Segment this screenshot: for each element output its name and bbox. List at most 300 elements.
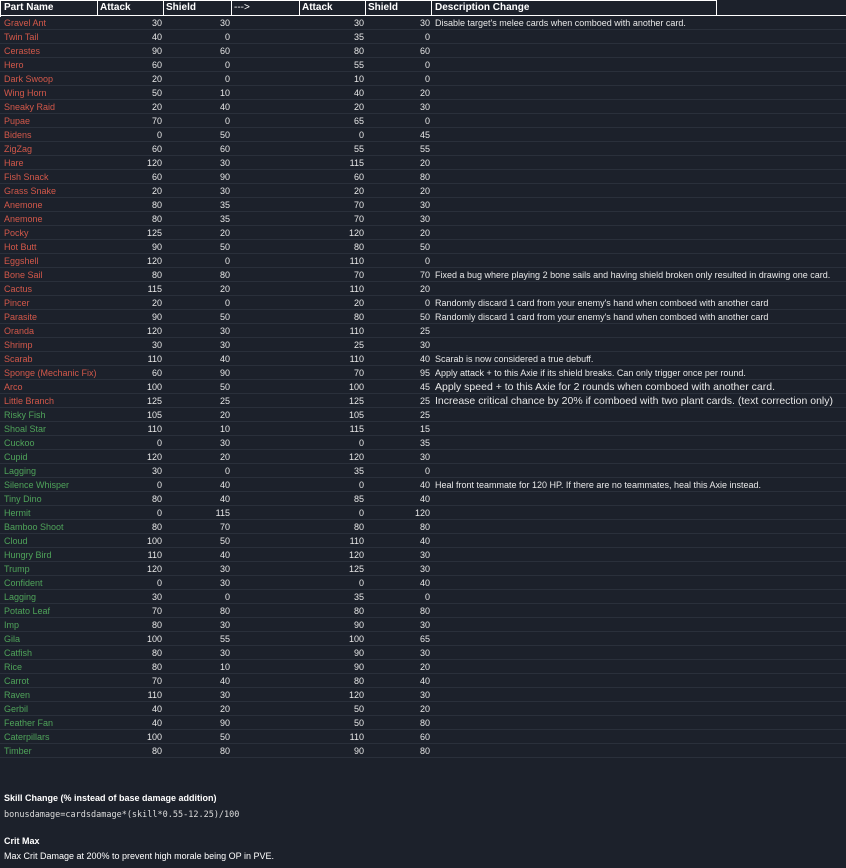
attack-old-cell[interactable]: 120 <box>146 256 162 266</box>
table-row <box>0 44 846 58</box>
attack-old-cell[interactable]: 60 <box>151 172 162 182</box>
attack-new-cell[interactable]: 115 <box>349 424 364 434</box>
shield-new-cell[interactable]: 80 <box>419 718 430 728</box>
part-name-cell[interactable]: Gila <box>4 634 21 644</box>
table-row <box>0 170 846 184</box>
part-name-cell[interactable]: Shrimp <box>4 340 33 350</box>
attack-old-cell[interactable]: 80 <box>151 200 162 210</box>
part-name-cell[interactable]: Dark Swoop <box>4 74 54 84</box>
shield-new-cell[interactable]: 30 <box>419 102 430 112</box>
shield-new-cell[interactable]: 120 <box>414 508 430 518</box>
shield-old-cell[interactable]: 0 <box>224 592 230 602</box>
shield-new-cell[interactable]: 30 <box>419 340 430 350</box>
shield-new-cell[interactable]: 25 <box>419 326 430 336</box>
description-cell[interactable]: Randomly discard 1 card from your enemy's hand when comboed with another card <box>435 312 769 322</box>
shield-old-cell[interactable]: 25 <box>219 396 230 406</box>
attack-new-cell[interactable]: 110 <box>349 256 364 266</box>
shield-new-cell[interactable]: 20 <box>419 704 430 714</box>
shield-old-cell[interactable]: 40 <box>219 354 230 364</box>
attack-old-cell[interactable]: 80 <box>151 648 162 658</box>
shield-new-cell[interactable]: 30 <box>419 690 430 700</box>
shield-new-cell[interactable]: 0 <box>424 32 430 42</box>
attack-new-cell[interactable]: 70 <box>353 368 364 378</box>
attack-old-cell[interactable]: 80 <box>151 522 162 532</box>
shield-new-cell[interactable]: 30 <box>419 648 430 658</box>
shield-new-cell[interactable]: 0 <box>424 256 430 266</box>
attack-new-cell[interactable]: 0 <box>358 508 364 518</box>
part-name-cell[interactable]: Hungry Bird <box>4 550 52 560</box>
attack-old-cell[interactable]: 80 <box>151 214 162 224</box>
shield-old-cell[interactable]: 30 <box>219 438 230 448</box>
description-cell[interactable]: Fixed a bug where playing 2 bone sails and having shield broken only resulted in drawing one card. <box>435 270 831 280</box>
crit-max-text[interactable]: Max Crit Damage at 200% to prevent high morale being OP in PVE. <box>4 851 274 861</box>
shield-old-cell[interactable]: 70 <box>219 522 230 532</box>
part-name-cell[interactable]: Lagging <box>4 466 37 476</box>
shield-old-cell[interactable]: 20 <box>219 704 230 714</box>
attack-new-cell[interactable]: 80 <box>353 676 364 686</box>
part-name-cell[interactable]: Trump <box>4 564 30 574</box>
part-name-cell[interactable]: Hot Butt <box>4 242 37 252</box>
attack-new-cell[interactable]: 110 <box>349 284 364 294</box>
attack-old-cell[interactable]: 110 <box>147 690 162 700</box>
attack-old-cell[interactable]: 30 <box>151 340 162 350</box>
attack-old-cell[interactable]: 120 <box>146 564 162 574</box>
shield-new-cell[interactable]: 30 <box>419 18 430 28</box>
part-name-cell[interactable]: Anemone <box>4 200 43 210</box>
part-name-cell[interactable]: Bidens <box>4 130 32 140</box>
attack-new-cell[interactable]: 80 <box>353 242 364 252</box>
shield-old-cell[interactable]: 0 <box>224 60 230 70</box>
shield-old-cell[interactable]: 80 <box>219 606 230 616</box>
shield-old-cell[interactable]: 30 <box>219 690 230 700</box>
attack-new-cell[interactable]: 30 <box>353 18 364 28</box>
part-name-cell[interactable]: Cloud <box>4 536 28 546</box>
shield-old-cell[interactable]: 50 <box>219 130 230 140</box>
attack-old-cell[interactable]: 110 <box>147 354 162 364</box>
part-name-cell[interactable]: Wing Horn <box>4 88 47 98</box>
shield-old-cell[interactable]: 0 <box>224 32 230 42</box>
shield-old-cell[interactable]: 40 <box>219 494 230 504</box>
part-name-cell[interactable]: Pocky <box>4 228 29 238</box>
shield-new-cell[interactable]: 65 <box>419 634 430 644</box>
part-name-cell[interactable]: Cactus <box>4 284 33 294</box>
attack-new-cell[interactable]: 90 <box>353 662 364 672</box>
shield-new-cell[interactable]: 30 <box>419 620 430 630</box>
attack-new-cell[interactable]: 20 <box>353 298 364 308</box>
shield-new-cell[interactable]: 20 <box>419 284 430 294</box>
part-name-cell[interactable]: Caterpillars <box>4 732 50 742</box>
attack-new-cell[interactable]: 20 <box>353 102 364 112</box>
attack-old-cell[interactable]: 60 <box>151 60 162 70</box>
part-name-cell[interactable]: Potato Leaf <box>4 606 51 616</box>
part-name-cell[interactable]: Pupae <box>4 116 31 126</box>
attack-old-cell[interactable]: 30 <box>151 18 162 28</box>
shield-old-cell[interactable]: 90 <box>219 172 230 182</box>
shield-new-cell[interactable]: 25 <box>419 396 430 406</box>
part-name-cell[interactable]: Hare <box>4 158 24 168</box>
shield-old-cell[interactable]: 115 <box>215 508 230 518</box>
shield-old-cell[interactable]: 50 <box>219 536 230 546</box>
attack-new-cell[interactable]: 120 <box>348 690 364 700</box>
shield-old-cell[interactable]: 20 <box>219 410 230 420</box>
part-name-cell[interactable]: Oranda <box>4 326 35 336</box>
shield-old-cell[interactable]: 0 <box>224 256 230 266</box>
table-row <box>0 58 846 72</box>
attack-new-cell[interactable]: 0 <box>358 130 364 140</box>
attack-new-cell[interactable]: 120 <box>348 228 364 238</box>
attack-old-cell[interactable]: 100 <box>146 536 162 546</box>
attack-old-cell[interactable]: 125 <box>146 228 162 238</box>
attack-old-cell[interactable]: 80 <box>151 270 162 280</box>
shield-new-cell[interactable]: 95 <box>419 368 430 378</box>
attack-old-cell[interactable]: 50 <box>151 88 162 98</box>
part-name-cell[interactable]: Little Branch <box>4 396 55 406</box>
part-name-cell[interactable]: Hero <box>4 60 24 70</box>
attack-new-cell[interactable]: 90 <box>353 746 364 756</box>
attack-old-cell[interactable]: 20 <box>151 298 162 308</box>
shield-old-cell[interactable]: 30 <box>219 340 230 350</box>
skill-change-formula[interactable]: bonusdamage=cardsdamage*(skill*0.55-12.25)/100 <box>4 810 240 820</box>
shield-old-cell[interactable]: 80 <box>219 270 230 280</box>
description-cell[interactable]: Apply speed + to this Axie for 2 rounds when comboed with another card. <box>435 381 775 393</box>
header-arrow[interactable]: ---> <box>232 0 300 16</box>
attack-old-cell[interactable]: 110 <box>147 424 162 434</box>
part-name-cell[interactable]: Confident <box>4 578 43 588</box>
shield-new-cell[interactable]: 80 <box>419 606 430 616</box>
attack-new-cell[interactable]: 50 <box>353 718 364 728</box>
attack-old-cell[interactable]: 60 <box>151 368 162 378</box>
shield-old-cell[interactable]: 20 <box>219 284 230 294</box>
attack-new-cell[interactable]: 100 <box>348 634 364 644</box>
shield-old-cell[interactable]: 30 <box>219 620 230 630</box>
shield-old-cell[interactable]: 0 <box>224 298 230 308</box>
shield-new-cell[interactable]: 0 <box>424 116 430 126</box>
attack-new-cell[interactable]: 35 <box>353 32 364 42</box>
attack-old-cell[interactable]: 40 <box>151 718 162 728</box>
attack-old-cell[interactable]: 40 <box>151 704 162 714</box>
table-row <box>0 268 846 282</box>
shield-new-cell[interactable]: 20 <box>419 88 430 98</box>
part-name-cell[interactable]: Eggshell <box>4 256 39 266</box>
part-name-cell[interactable]: Catfish <box>4 648 33 658</box>
part-name-cell[interactable]: Rice <box>4 662 23 672</box>
attack-new-cell[interactable]: 40 <box>353 88 364 98</box>
header-description[interactable]: Description Change <box>432 0 717 16</box>
part-name-cell[interactable]: Feather Fan <box>4 718 54 728</box>
part-name-cell[interactable]: Timber <box>4 746 32 756</box>
attack-new-cell[interactable]: 70 <box>353 214 364 224</box>
shield-new-cell[interactable]: 0 <box>424 298 430 308</box>
shield-new-cell[interactable]: 40 <box>419 494 430 504</box>
shield-new-cell[interactable]: 50 <box>419 312 430 322</box>
shield-new-cell[interactable]: 0 <box>424 592 430 602</box>
attack-new-cell[interactable]: 0 <box>358 578 364 588</box>
attack-old-cell[interactable]: 80 <box>151 662 162 672</box>
attack-new-cell[interactable]: 80 <box>353 606 364 616</box>
shield-new-cell[interactable]: 30 <box>419 564 430 574</box>
shield-new-cell[interactable]: 80 <box>419 172 430 182</box>
shield-old-cell[interactable]: 0 <box>224 466 230 476</box>
description-cell[interactable]: Randomly discard 1 card from your enemy's hand when comboed with another card <box>435 298 769 308</box>
attack-new-cell[interactable]: 85 <box>353 494 364 504</box>
shield-new-cell[interactable]: 20 <box>419 662 430 672</box>
part-name-cell[interactable]: Bone Sail <box>4 270 43 280</box>
attack-new-cell[interactable]: 80 <box>353 46 364 56</box>
attack-old-cell[interactable]: 110 <box>147 550 162 560</box>
part-name-cell[interactable]: Gerbil <box>4 704 29 714</box>
attack-new-cell[interactable]: 60 <box>353 172 364 182</box>
shield-old-cell[interactable]: 50 <box>219 312 230 322</box>
description-cell[interactable]: Apply attack + to this Axie if its shield breaks. Can only trigger once per round. <box>435 368 746 378</box>
shield-old-cell[interactable]: 30 <box>219 564 230 574</box>
part-name-cell[interactable]: Bamboo Shoot <box>4 522 64 532</box>
attack-new-cell[interactable]: 65 <box>353 116 364 126</box>
attack-old-cell[interactable]: 80 <box>151 494 162 504</box>
part-name-cell[interactable]: Imp <box>4 620 20 630</box>
part-name-cell[interactable]: Shoal Star <box>4 424 47 434</box>
shield-old-cell[interactable]: 40 <box>219 480 230 490</box>
shield-old-cell[interactable]: 55 <box>219 634 230 644</box>
attack-new-cell[interactable]: 90 <box>353 648 364 658</box>
table-row <box>0 324 846 338</box>
description-cell[interactable]: Scarab is now considered a true debuff. <box>435 354 594 364</box>
shield-old-cell[interactable]: 90 <box>219 718 230 728</box>
part-name-cell[interactable]: Gravel Ant <box>4 18 47 28</box>
header-attack-old[interactable]: Attack <box>98 0 164 16</box>
shield-old-cell[interactable]: 30 <box>219 158 230 168</box>
shield-old-cell[interactable]: 30 <box>219 578 230 588</box>
attack-new-cell[interactable]: 10 <box>353 74 364 84</box>
attack-old-cell[interactable]: 0 <box>156 438 162 448</box>
shield-old-cell[interactable]: 50 <box>219 242 230 252</box>
attack-new-cell[interactable]: 115 <box>349 158 364 168</box>
table-row <box>0 590 846 604</box>
attack-old-cell[interactable]: 30 <box>151 592 162 602</box>
attack-new-cell[interactable]: 70 <box>353 200 364 210</box>
attack-old-cell[interactable]: 90 <box>151 312 162 322</box>
attack-old-cell[interactable]: 80 <box>151 746 162 756</box>
table-row <box>0 114 846 128</box>
shield-old-cell[interactable]: 60 <box>219 144 230 154</box>
attack-new-cell[interactable]: 80 <box>353 312 364 322</box>
part-name-cell[interactable]: ZigZag <box>4 144 33 154</box>
shield-old-cell[interactable]: 50 <box>219 382 230 392</box>
attack-old-cell[interactable]: 115 <box>147 284 162 294</box>
table-row <box>0 352 846 366</box>
attack-old-cell[interactable]: 70 <box>151 676 162 686</box>
attack-old-cell[interactable]: 0 <box>156 578 162 588</box>
table-row <box>0 184 846 198</box>
shield-old-cell[interactable]: 30 <box>219 18 230 28</box>
table-row <box>0 212 846 226</box>
skill-change-title[interactable]: Skill Change (% instead of base damage addition) <box>4 793 217 803</box>
part-name-cell[interactable]: Arco <box>4 382 23 392</box>
part-name-cell[interactable]: Grass Snake <box>4 186 57 196</box>
description-cell[interactable]: Heal front teammate for 120 HP. If there are no teammates, heal this Axie instead. <box>435 480 762 490</box>
shield-old-cell[interactable]: 30 <box>219 648 230 658</box>
attack-new-cell[interactable]: 110 <box>349 326 364 336</box>
shield-old-cell[interactable]: 0 <box>224 74 230 84</box>
shield-new-cell[interactable]: 20 <box>419 228 430 238</box>
attack-old-cell[interactable]: 90 <box>151 242 162 252</box>
attack-new-cell[interactable]: 0 <box>358 480 364 490</box>
shield-new-cell[interactable]: 40 <box>419 480 430 490</box>
attack-old-cell[interactable]: 40 <box>151 32 162 42</box>
shield-old-cell[interactable]: 30 <box>219 186 230 196</box>
part-name-cell[interactable]: Sneaky Raid <box>4 102 56 112</box>
shield-new-cell[interactable]: 45 <box>419 130 430 140</box>
shield-old-cell[interactable]: 20 <box>219 228 230 238</box>
part-name-cell[interactable]: Hermit <box>4 508 31 518</box>
part-name-cell[interactable]: Cerastes <box>4 46 41 56</box>
attack-old-cell[interactable]: 100 <box>146 732 162 742</box>
part-name-cell[interactable]: Cuckoo <box>4 438 35 448</box>
shield-new-cell[interactable]: 40 <box>419 536 430 546</box>
shield-old-cell[interactable]: 40 <box>219 550 230 560</box>
shield-old-cell[interactable]: 35 <box>219 200 230 210</box>
part-name-cell[interactable]: Carrot <box>4 676 30 686</box>
part-name-cell[interactable]: Lagging <box>4 592 37 602</box>
table-row <box>0 730 846 744</box>
shield-old-cell[interactable]: 10 <box>219 662 230 672</box>
attack-old-cell[interactable]: 70 <box>151 606 162 616</box>
shield-old-cell[interactable]: 35 <box>219 214 230 224</box>
attack-old-cell[interactable]: 0 <box>156 508 162 518</box>
attack-old-cell[interactable]: 20 <box>151 102 162 112</box>
attack-new-cell[interactable]: 0 <box>358 438 364 448</box>
shield-new-cell[interactable]: 40 <box>419 354 430 364</box>
attack-old-cell[interactable]: 105 <box>146 410 162 420</box>
shield-new-cell[interactable]: 25 <box>419 410 430 420</box>
attack-new-cell[interactable]: 120 <box>348 452 364 462</box>
attack-old-cell[interactable]: 0 <box>156 480 162 490</box>
shield-new-cell[interactable]: 0 <box>424 60 430 70</box>
attack-old-cell[interactable]: 100 <box>146 634 162 644</box>
part-name-cell[interactable]: Parasite <box>4 312 38 322</box>
shield-new-cell[interactable]: 60 <box>419 46 430 56</box>
part-name-cell[interactable]: Cupid <box>4 452 28 462</box>
shield-new-cell[interactable]: 15 <box>419 424 430 434</box>
table-row <box>0 100 846 114</box>
attack-old-cell[interactable]: 125 <box>146 396 162 406</box>
shield-old-cell[interactable]: 90 <box>219 368 230 378</box>
shield-old-cell[interactable]: 0 <box>224 116 230 126</box>
attack-old-cell[interactable]: 120 <box>146 326 162 336</box>
attack-new-cell[interactable]: 125 <box>348 564 364 574</box>
attack-new-cell[interactable]: 110 <box>349 354 364 364</box>
shield-old-cell[interactable]: 10 <box>219 88 230 98</box>
attack-old-cell[interactable]: 70 <box>151 116 162 126</box>
shield-new-cell[interactable]: 0 <box>424 74 430 84</box>
table-row <box>0 408 846 422</box>
attack-old-cell[interactable]: 90 <box>151 46 162 56</box>
attack-old-cell[interactable]: 120 <box>146 452 162 462</box>
attack-new-cell[interactable]: 20 <box>353 186 364 196</box>
attack-new-cell[interactable]: 50 <box>353 704 364 714</box>
part-name-cell[interactable]: Pincer <box>4 298 30 308</box>
attack-new-cell[interactable]: 55 <box>353 144 364 154</box>
shield-old-cell[interactable]: 60 <box>219 46 230 56</box>
shield-new-cell[interactable]: 55 <box>419 144 430 154</box>
header-part-name[interactable]: Part Name <box>0 0 98 16</box>
shield-new-cell[interactable]: 80 <box>419 522 430 532</box>
part-name-cell[interactable]: Fish Snack <box>4 172 49 182</box>
part-name-cell[interactable]: Tiny Dino <box>4 494 42 504</box>
attack-old-cell[interactable]: 100 <box>146 382 162 392</box>
header-shield-new[interactable]: Shield <box>366 0 432 16</box>
part-name-cell[interactable]: Anemone <box>4 214 43 224</box>
part-name-cell[interactable]: Risky Fish <box>4 410 46 420</box>
shield-new-cell[interactable]: 20 <box>419 186 430 196</box>
attack-old-cell[interactable]: 20 <box>151 74 162 84</box>
attack-new-cell[interactable]: 70 <box>353 270 364 280</box>
shield-old-cell[interactable]: 40 <box>219 676 230 686</box>
attack-new-cell[interactable]: 120 <box>348 550 364 560</box>
shield-new-cell[interactable]: 45 <box>419 382 430 392</box>
shield-old-cell[interactable]: 50 <box>219 732 230 742</box>
shield-new-cell[interactable]: 20 <box>419 158 430 168</box>
shield-old-cell[interactable]: 80 <box>219 746 230 756</box>
attack-new-cell[interactable]: 55 <box>353 60 364 70</box>
shield-new-cell[interactable]: 30 <box>419 200 430 210</box>
attack-new-cell[interactable]: 80 <box>353 522 364 532</box>
attack-new-cell[interactable]: 105 <box>348 410 364 420</box>
part-name-cell[interactable]: Silence Whisper <box>4 480 70 490</box>
shield-new-cell[interactable]: 0 <box>424 466 430 476</box>
header-attack-new[interactable]: Attack <box>300 0 366 16</box>
shield-new-cell[interactable]: 30 <box>419 452 430 462</box>
table-row <box>0 674 846 688</box>
shield-new-cell[interactable]: 30 <box>419 214 430 224</box>
shield-old-cell[interactable]: 40 <box>219 102 230 112</box>
shield-new-cell[interactable]: 60 <box>419 732 430 742</box>
attack-old-cell[interactable]: 60 <box>151 144 162 154</box>
attack-new-cell[interactable]: 110 <box>349 536 364 546</box>
shield-old-cell[interactable]: 10 <box>219 424 230 434</box>
shield-new-cell[interactable]: 40 <box>419 578 430 588</box>
attack-old-cell[interactable]: 0 <box>156 130 162 140</box>
attack-old-cell[interactable]: 20 <box>151 186 162 196</box>
table-row <box>0 492 846 506</box>
attack-new-cell[interactable]: 125 <box>348 396 364 406</box>
attack-new-cell[interactable]: 110 <box>349 732 364 742</box>
part-name-cell[interactable]: Sponge (Mechanic Fix) <box>4 368 97 378</box>
shield-new-cell[interactable]: 70 <box>419 270 430 280</box>
part-name-cell[interactable]: Twin Tail <box>4 32 39 42</box>
attack-old-cell[interactable]: 120 <box>146 158 162 168</box>
shield-new-cell[interactable]: 40 <box>419 676 430 686</box>
shield-new-cell[interactable]: 50 <box>419 242 430 252</box>
description-cell[interactable]: Increase critical chance by 20% if comboed with two plant cards. (text correction only) <box>435 395 834 407</box>
attack-old-cell[interactable]: 80 <box>151 620 162 630</box>
description-cell[interactable]: Disable target's melee cards when comboed with another card. <box>435 18 686 28</box>
attack-new-cell[interactable]: 35 <box>353 592 364 602</box>
attack-new-cell[interactable]: 25 <box>353 340 364 350</box>
shield-new-cell[interactable]: 30 <box>419 550 430 560</box>
part-name-cell[interactable]: Raven <box>4 690 31 700</box>
crit-max-title[interactable]: Crit Max <box>4 836 40 846</box>
attack-new-cell[interactable]: 90 <box>353 620 364 630</box>
attack-new-cell[interactable]: 100 <box>348 382 364 392</box>
attack-old-cell[interactable]: 30 <box>151 466 162 476</box>
part-name-cell[interactable]: Scarab <box>4 354 33 364</box>
header-shield-old[interactable]: Shield <box>164 0 232 16</box>
shield-old-cell[interactable]: 30 <box>219 326 230 336</box>
shield-old-cell[interactable]: 20 <box>219 452 230 462</box>
shield-new-cell[interactable]: 35 <box>419 438 430 448</box>
shield-new-cell[interactable]: 80 <box>419 746 430 756</box>
attack-new-cell[interactable]: 35 <box>353 466 364 476</box>
